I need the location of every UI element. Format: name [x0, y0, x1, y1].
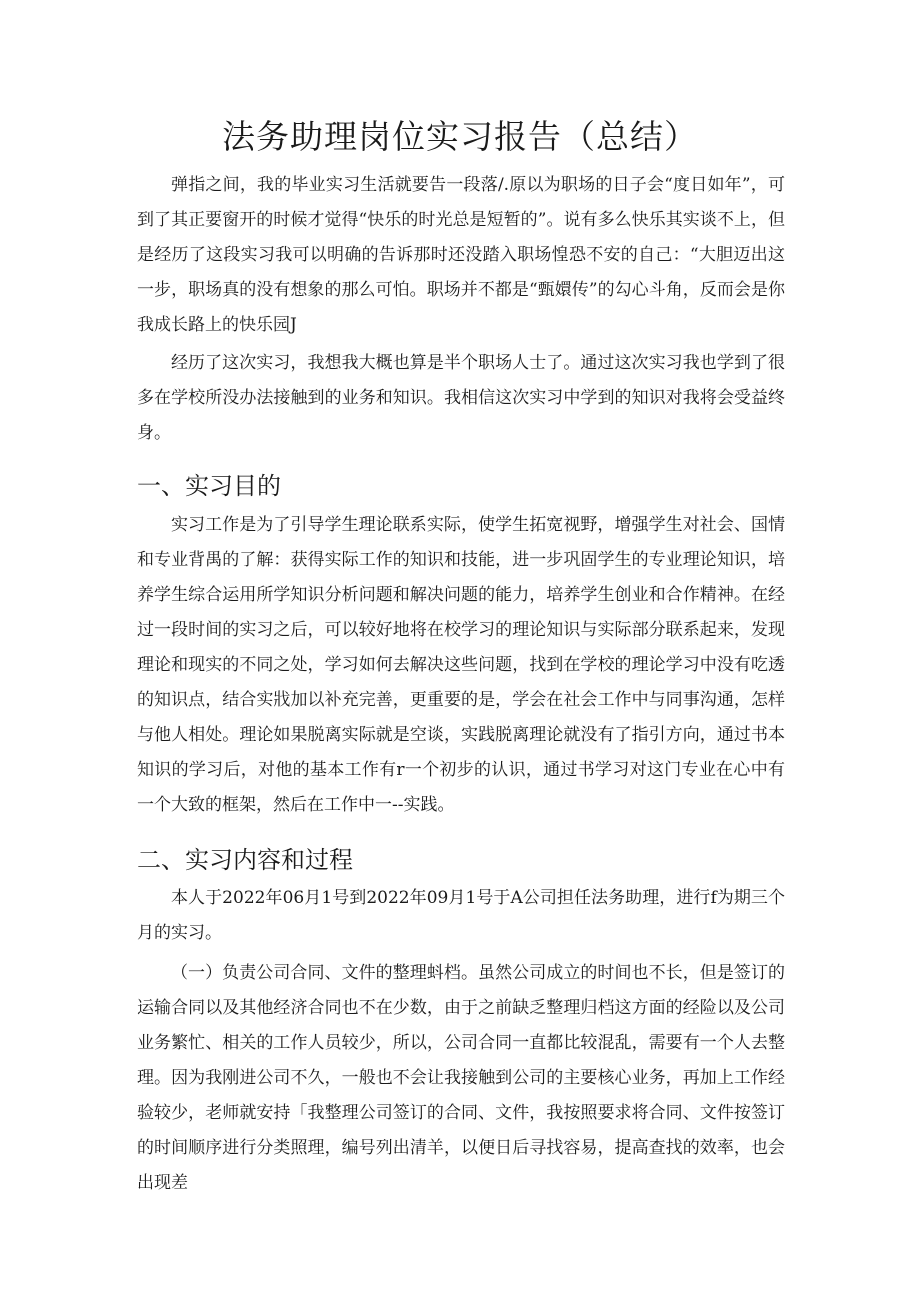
intro-paragraph-2: 经历了这次实习，我想我大概也算是半个职场人士了。通过这次实习我也学到了很多在学校所没办法接触到的业务和知识。我相信这次实习中学到的知识对我将会受益终身。 — [137, 353, 785, 443]
section-2-heading: 二、实习内容和过程 — [137, 846, 353, 874]
document-title: 法务助理岗位实习报告（总结） — [222, 117, 698, 156]
intro-paragraph-1: 弹指之间，我的毕业实习生活就要告一段落/.原以为职场的日子会“度日如年”，可到了其正要窗开的时候才觉得“快乐的时光总是短暂的”。说有多么快乐其实谈不上，但是经历了这段实习我可以明确的告诉那时还没踏入职场惶恐不安的自己：“大胆迈出这一步，职场真的没有想象的那么可怕。职场并不都是“甄嬛传”的勾心斗角，反而会是你我成长路上的快乐园J — [137, 175, 785, 335]
section-1-heading: 一、实习目的 — [137, 472, 281, 500]
section-2-paragraph-2: （一）负责公司合同、文件的整理蚪档。虽然公司成立的时间也不长，但是签订的运输合同以及其他经济合同也不在少数，由于之前缺乏整理归档这方面的经险以及公司业务繁忙、相关的工作人员较少，所以，公司合同一直都比较混乱，需要有一个人去整理。因为我刚进公司不久，一般也不会让我接触到公司的主要核心业务，再加上工作经验较少，老师就安持「我整理公司签订的合同、文件，我按照要求将合同、文件按签订的时间顺序进行分类照理，编号列出清羊，以便日后寻找容易，提高查找的效率，也会出现差 — [137, 963, 785, 1193]
section-2-paragraph-1: 本人于2022年06月1号到2022年09月1号于A公司担任法务助理，进行f为期三个月的实习。 — [137, 888, 785, 943]
section-1-paragraph: 实习工作是为了引导学生理论联系实际，使学生拓宽视野，增强学生对社会、国情和专业背禺的了解：获得实际工作的知识和技能，进一步巩固学生的专业理论知识，培养学生综合运用所学知识分析问题和解决问题的能力，培养学生创业和合作精神。在经过一段时间的实习之后，可以较好地将在校学习的理论知识与实际部分联系起来，发现理论和现实的不同之处，学习如何去解决这些问题，找到在学校的理论学习中没有吃透的知识点，结合实戕加以补充完善，更重要的是，学会在社会工作中与同事沟通，怎样与他人相处。理论如果脱离实际就是空谈，实践脱离理论就没有了指引方向，通过书本知识的学习后，对他的基本工作有r一个初步的认识，通过书学习对这门专业在心中有一个大致的框架，然后在工作中一--实践。 — [137, 515, 785, 815]
